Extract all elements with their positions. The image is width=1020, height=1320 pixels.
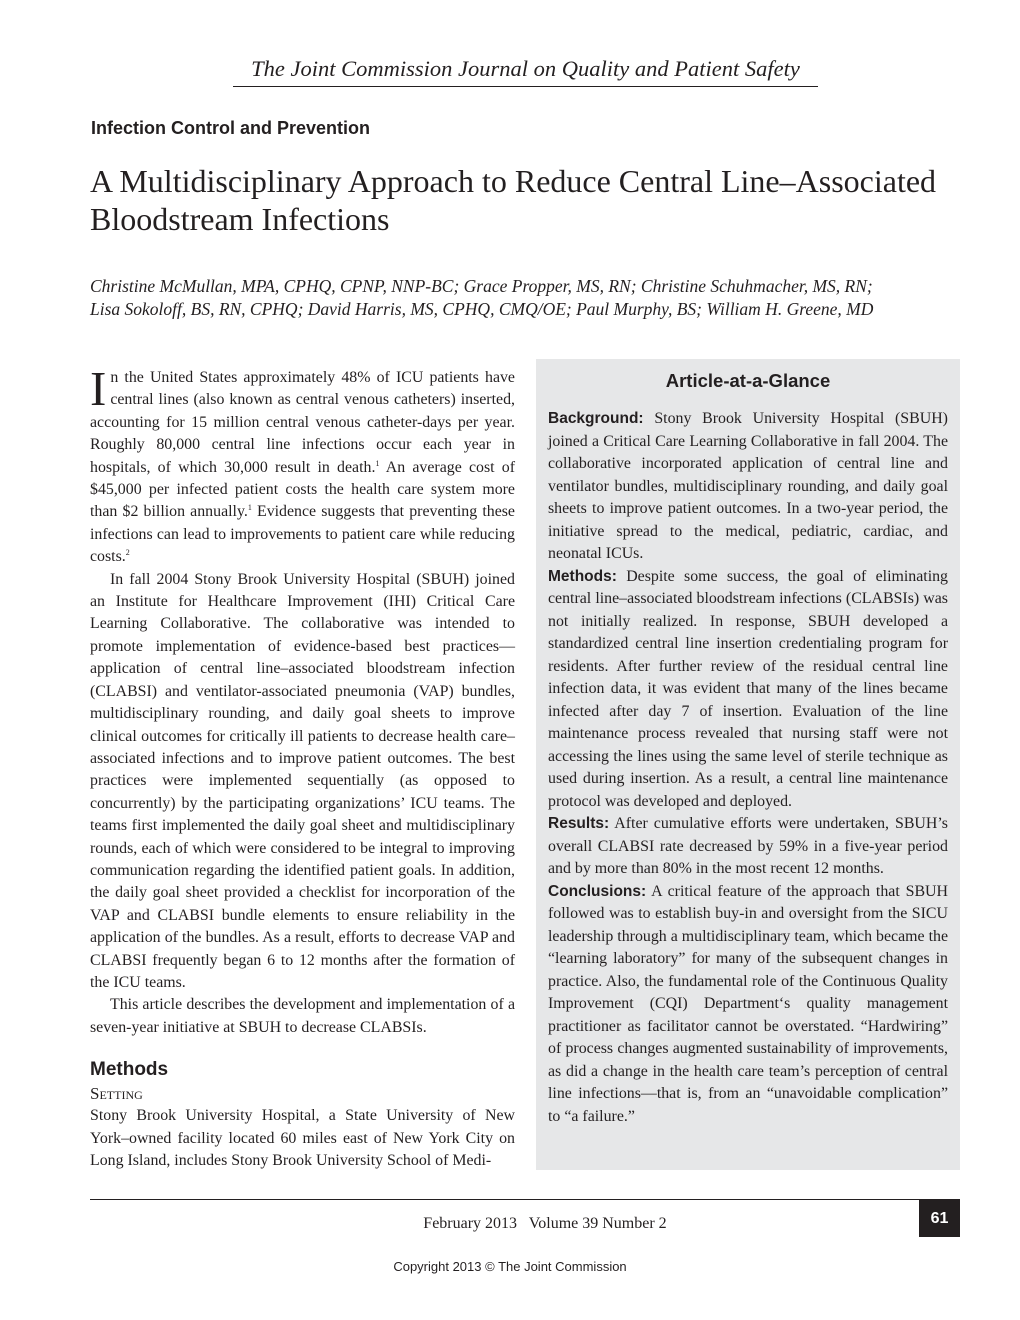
drop-cap: I xyxy=(90,361,107,416)
article-title: A Multidisciplinary Approach to Reduce Central Line–Associated Bloodstream Infections xyxy=(90,163,937,237)
issue-info: February 2013 Volume 39 Number 2 xyxy=(423,1215,667,1232)
author-line: Lisa Sokoloff, BS, RN, CPHQ; David Harris, MS, CPHQ, CMQ/OE; Paul Murphy, BS; William H. Greene, MD xyxy=(90,298,874,319)
body-paragraph: Stony Brook University Hospital, a State University of New York–owned facility located 60 miles east of New York City on Long Island, includes Stony Brook University School of Medi- xyxy=(90,1107,515,1169)
author-line: Christine McMullan, MPA, CPHQ, CPNP, NNP-BC; Grace Propper, MS, RN; Christine Schuhmacher, MS, RN; xyxy=(90,276,873,296)
page-number: 61 xyxy=(919,1200,960,1237)
glance-background: Background: Stony Brook University Hospital (SBUH) joined a Critical Care Learning Collaborative in fall 2004. The collaborative incorporated application of central line and ventilator bundles, multidisciplinary rounding, and daily goal sheets to improve patient outcomes. In a two-year period, the initiative spread to the medical, pediatric, cardiac, and neonatal ICUs. xyxy=(548,410,948,562)
methods-heading: Methods xyxy=(90,1059,169,1081)
reference-marker: 1 xyxy=(247,503,252,513)
section-label: Infection Control and Prevention xyxy=(91,118,371,138)
glance-conclusions: Conclusions: A critical feature of the approach that SBUH followed was to establish buy-in and oversight from the SICU leadership through a multidisciplinary team, which became the “learning laboratory” for many of the subsequent changes in practice. Also, the fundamental role of the Continuous Quality Improvement (CQI) Department‘s quality management practitioner as facilitator cannot be overstated. “Hardwiring” of process changes augmented sustainability of improvements, as did a change in the health care team’s perception of central line infections—that is, from an “unavoidable complication” to “a failure.” xyxy=(548,882,948,1125)
body-paragraph: In fall 2004 Stony Brook University Hospital (SBUH) joined an Institute for Healthcare Improvement (IHI) Critical Care Learning Collaborative. The collaborative was intended to promote implementation of evidence-based best practices—application of central line–associated bloodstream infection (CLABSI) and ventilator-associated pneumonia (VAP) bundles, multidisciplinary rounding, and daily goal sheets to improve clinical outcomes for critically ill patients to decrease health care–associated infections and to improve patient outcomes. The best practices were implemented sequentially (as opposed to concurrently) by the participating organizations’ ICU teams. The teams first implemented the daily goal sheet and multidisciplinary rounds, each of which were considered to be integral to improving communication regarding the identified patient goals. In addition, the daily goal sheet provided a checklist for incorporation of the VAP and CLABSI bundle elements to ensure reliability in the application of the bundles. As a result, efforts to decrease VAP and CLABSI frequently began 6 to 12 months after the formation of the ICU teams. xyxy=(90,570,515,991)
body-paragraph: This article describes the development and implementation of a seven-year initiative at SBUH to decrease CLABSIs. xyxy=(90,996,515,1036)
footer-divider xyxy=(90,1199,960,1200)
glance-methods: Methods: Despite some success, the goal of eliminating central line–associated bloodstream infections (CLABSIs) was not initially realized. In response, SBUH developed a standardized central line insertion credentialing program for residents. After further review of the residual central line infection data, it was evident that many of the lines became infected after day 7 of insertion. Evaluation of the line maintenance process revealed that nursing staff were not accessing the lines using the same level of sterile technique as used during insertion. As a result, a central line maintenance protocol was developed and deployed. xyxy=(548,567,948,810)
body-column xyxy=(90,361,515,1172)
article-at-a-glance-box xyxy=(536,359,960,1170)
author-list xyxy=(90,275,970,320)
glance-results: Results: After cumulative efforts were undertaken, SBUH’s overall CLABSI rate decreased by 59% in a five-year period and by more than 80% in the most recent 12 months. xyxy=(548,815,948,877)
reference-marker: 2 xyxy=(125,548,130,558)
glance-title: Article-at-a-Glance xyxy=(665,370,831,391)
reference-marker: 1 xyxy=(375,458,380,468)
setting-subheading: Setting xyxy=(90,1084,143,1104)
copyright-notice: Copyright 2013 © The Joint Commission xyxy=(393,1259,627,1274)
intro-paragraph: In the United States approximately 48% of ICU patients have central lines (also known as central venous catheters) inserted, accounting for 15 million central venous catheter-days per year. Roughly 80,000 central line infections occur each year in hospitals, of which 30,000 result in death.$^1$ An average cost of $45,000 per infected patient costs the health care system more than $2 billion annually.$^1$ Evidence suggests that preventing these infections can lead to improvements to patient care while reducing costs.$^2$ xyxy=(90,361,515,566)
journal-header: The Joint Commission Journal on Quality and Patient Safety xyxy=(233,55,818,87)
